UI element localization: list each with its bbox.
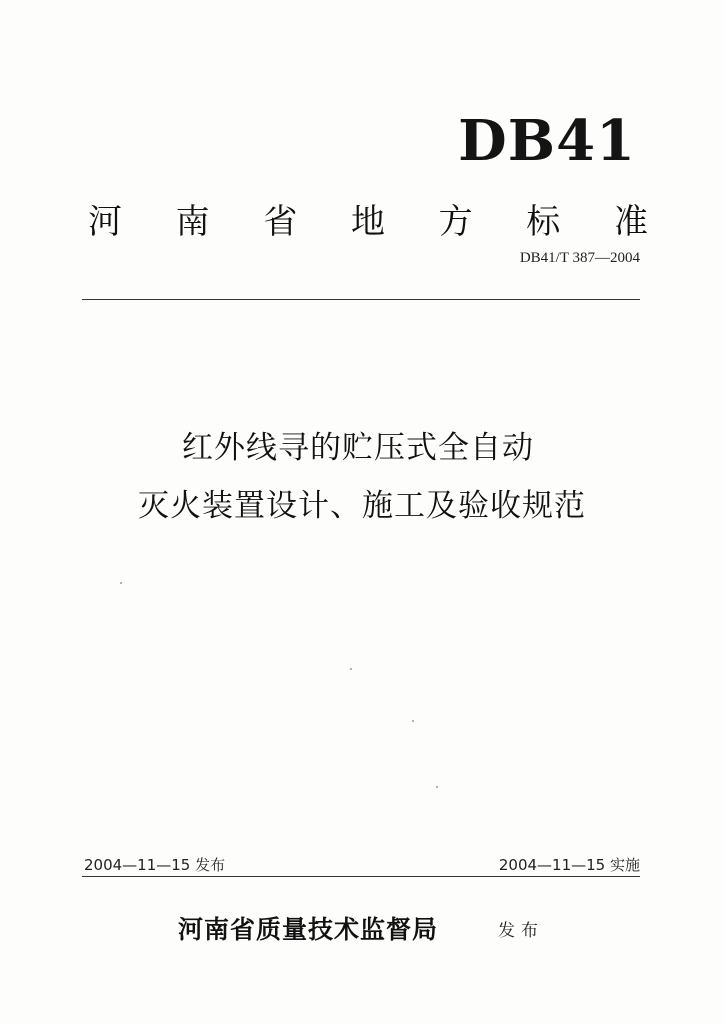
standard-type-char: 准 bbox=[613, 202, 648, 242]
scan-speck bbox=[350, 668, 352, 670]
standard-type-char: 地 bbox=[350, 202, 385, 242]
standard-type-char: 南 bbox=[175, 202, 210, 242]
standard-type-char: 标 bbox=[526, 202, 561, 242]
title-line-1: 红外线寻的贮压式全自动 bbox=[182, 430, 534, 466]
top-divider bbox=[82, 299, 640, 300]
standard-number: DB41/T 387—2004 bbox=[519, 250, 640, 266]
issuing-authority: 河南省质量技术监督局 bbox=[178, 915, 439, 944]
standard-type-char: 省 bbox=[263, 202, 298, 242]
standard-type-char: 河 bbox=[88, 202, 122, 242]
issue-date: 2004—11—15 发布 bbox=[84, 856, 226, 874]
title-line-2: 灭火装置设计、施工及验收规范 bbox=[138, 488, 586, 524]
bottom-divider bbox=[82, 876, 640, 877]
implementation-date: 2004—11—15 实施 bbox=[498, 856, 640, 874]
authority-suffix: 发布 bbox=[498, 921, 544, 941]
standard-type-heading bbox=[88, 194, 648, 243]
scan-speck bbox=[412, 720, 414, 722]
scan-speck bbox=[120, 582, 122, 584]
standard-type-char: 方 bbox=[438, 202, 473, 242]
standard-code: DB41 bbox=[458, 108, 636, 174]
scan-speck bbox=[436, 786, 438, 788]
